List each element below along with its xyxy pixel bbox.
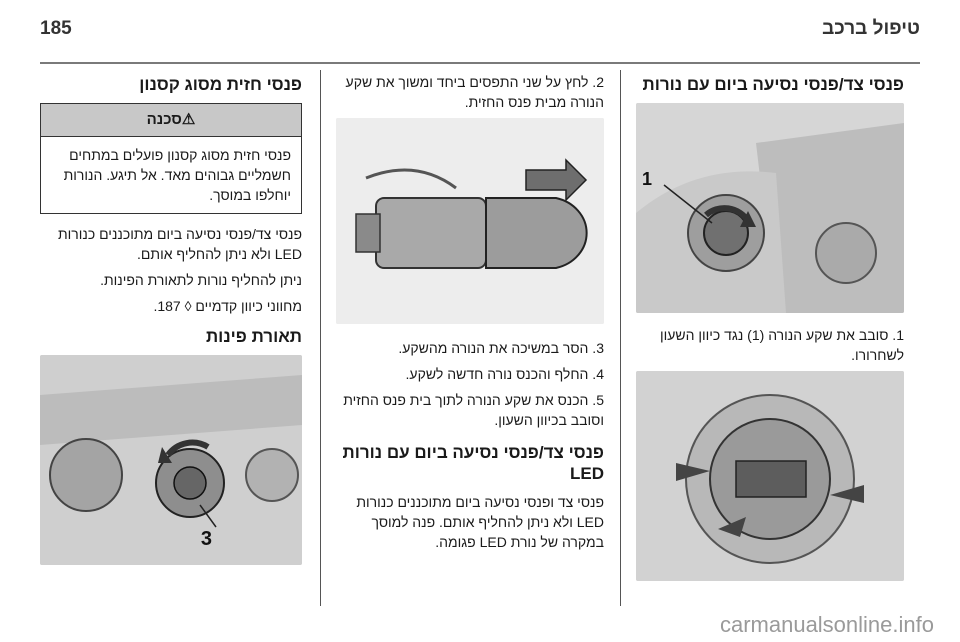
xenon-paragraph-1: פנסי צד/פנסי נסיעה ביום מתוכננים כנורות LED ולא ניתן להחליף אותם. — [57, 226, 302, 262]
step-2: 2. לחץ על שני התפסים ביחד ומשוך את שקע הנורה מבית פנס החזית. — [345, 74, 604, 110]
callout-1: 1 — [641, 169, 652, 189]
danger-body: פנסי חזית מסוג קסנון פועלים במתחים חשמליים גבוהים מאד. אל תיגע. הנורות יוחלפו במוסך. — [63, 147, 291, 203]
led-paragraph: פנסי צד ופנסי נסיעה ביום מתוכננים כנורות LED ולא ניתן להחליף אותם. פנה למוסך במקרה של נורת LED פגומה. — [356, 494, 604, 550]
page-header — [40, 18, 920, 46]
xenon-paragraph-2: ניתן להחליף נורות לתאורת הפינות. — [100, 272, 302, 288]
bulb-removal-illustration — [336, 118, 604, 324]
watermark: carmanualsonline.info — [719, 612, 934, 637]
heading-side-lights-led: פנסי צד/פנסי נסיעה ביום עם נורות LED — [342, 443, 604, 483]
column-divider-left — [320, 70, 321, 606]
column-middle — [336, 72, 604, 558]
heading-cornering-lights: תאורת פינות — [205, 327, 302, 346]
headlamp-housing-illustration — [636, 103, 904, 313]
figure-bulb-removal — [336, 118, 604, 324]
column-divider-right — [620, 70, 621, 606]
step-3: 3. הסר במשיכה את הנורה מהשקע. — [398, 340, 604, 356]
danger-title-text: סכנה — [146, 111, 182, 128]
heading-xenon-headlights: פנסי חזית מסוג קסנון — [139, 75, 302, 94]
warning-triangle-icon: ⚠ — [181, 111, 196, 128]
figure-bulb-socket — [636, 371, 904, 581]
cornering-light-illustration — [40, 355, 302, 565]
step-1: 1. סובב את שקע הנורה (1) נגד כיוון השעון לשחרורו. — [659, 327, 904, 363]
callout-3: 3 — [200, 528, 212, 550]
heading-side-lights-bulbs: פנסי צד/פנסי נסיעה ביום עם נורות — [642, 75, 904, 94]
step-5: 5. הכנס את שקע הנורה לתוך בית פנס החזית וסובב בכיוון השעון. — [343, 392, 604, 428]
page-number: 185 — [40, 18, 72, 39]
section-title: טיפול ברכב — [822, 18, 920, 39]
figure-cornering-light — [40, 355, 302, 565]
step-4: 4. החלף והכנס נורה חדשה לשקע. — [405, 366, 604, 382]
header-rule — [40, 62, 920, 64]
danger-title — [41, 104, 301, 137]
column-right — [636, 72, 904, 581]
bulb-socket-illustration — [636, 371, 904, 581]
xenon-reference: מחווני כיוון קדמיים ◊ 187. — [153, 298, 302, 314]
danger-box — [40, 103, 302, 214]
column-left — [40, 72, 302, 565]
figure-headlamp-housing — [636, 103, 904, 313]
